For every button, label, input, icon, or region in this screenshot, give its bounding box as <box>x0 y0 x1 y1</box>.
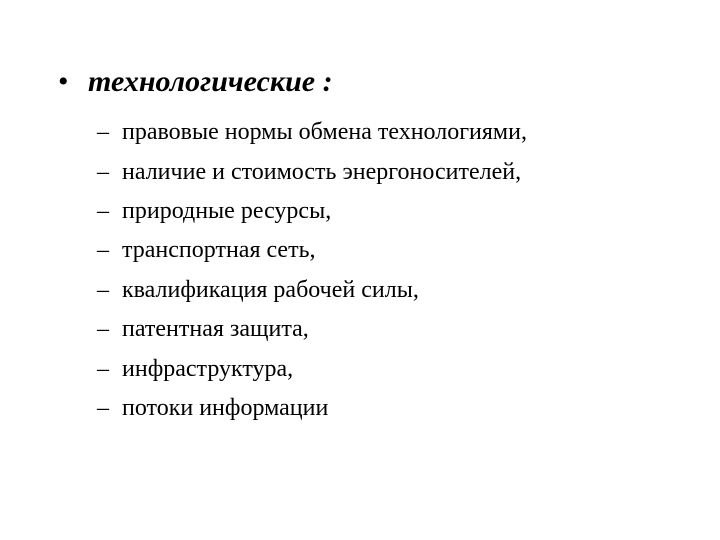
dash-icon: – <box>97 158 109 185</box>
heading-row <box>58 62 333 102</box>
bullet-icon: • <box>58 65 69 98</box>
list-item-text: транспортная сеть, <box>122 237 316 264</box>
list-item <box>97 310 527 349</box>
dash-icon: – <box>97 237 109 264</box>
list-item <box>97 271 527 310</box>
dash-icon: – <box>97 355 109 382</box>
list-item <box>97 113 527 152</box>
list-item <box>97 389 527 428</box>
list-item-text: наличие и стоимость энергоносителей, <box>122 158 522 185</box>
list-item-text: природные ресурсы, <box>122 197 332 224</box>
list-item <box>97 152 527 191</box>
dash-icon: – <box>97 276 109 303</box>
dash-icon: – <box>97 394 109 421</box>
list-item <box>97 231 527 270</box>
list-item-text: патентная защита, <box>122 316 309 343</box>
dash-icon: – <box>97 119 109 146</box>
dash-icon: – <box>97 316 109 343</box>
list-item-text: инфраструктура, <box>122 355 294 382</box>
slide-heading: технологические : <box>88 65 333 98</box>
list-item-text: правовые нормы обмена технологиями, <box>122 119 527 146</box>
list-item <box>97 349 527 388</box>
factor-list <box>97 113 527 428</box>
list-item <box>97 192 527 231</box>
list-item-text: квалификация рабочей силы, <box>122 276 419 303</box>
list-item-text: потоки информации <box>122 394 329 421</box>
dash-icon: – <box>97 197 109 224</box>
